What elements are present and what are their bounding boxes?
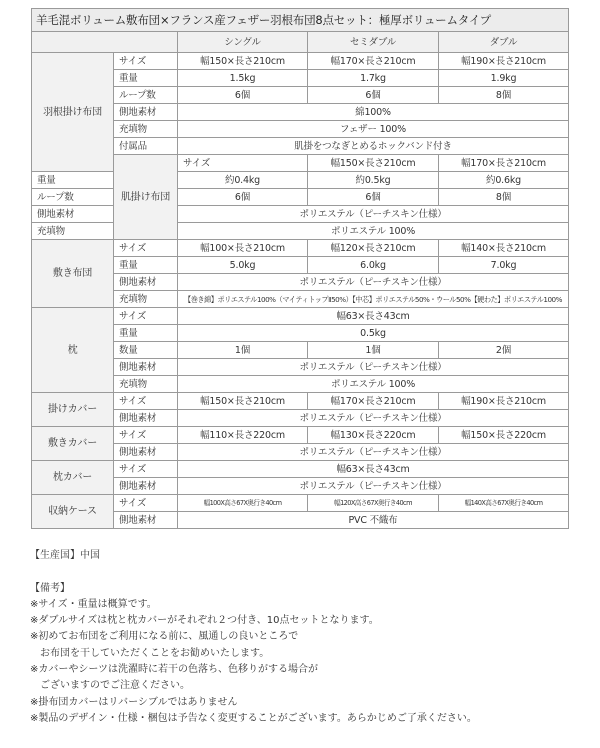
note-line: ※初めてお布団をご利用になる前に、風通しの良いところで [30, 631, 299, 643]
value-cell: 幅150×長さ210cm [178, 53, 308, 70]
attribute-label: 重量 [32, 172, 114, 189]
header-single: シングル [178, 32, 308, 53]
attribute-label: サイズ [114, 308, 178, 325]
note-line: 【生産国】中国 [30, 550, 100, 561]
attribute-label: ループ数 [32, 189, 114, 206]
category-cell: 枕 [32, 308, 114, 393]
attribute-label: 充填物 [32, 223, 114, 240]
table-row [32, 495, 569, 512]
value-cell: 5.0kg [178, 257, 308, 274]
table-row [32, 53, 569, 70]
value-cell-merged: ポリエステル（ピーチスキン仕様） [178, 274, 569, 291]
value-cell-merged: ポリエステル 100% [178, 223, 569, 240]
value-cell: 6個 [308, 87, 439, 104]
value-cell: 約0.5kg [308, 172, 439, 189]
value-cell: 6個 [178, 87, 308, 104]
value-cell: 1.9kg [439, 70, 569, 87]
category-cell: 枕カバー [32, 461, 114, 495]
spec-table [31, 8, 569, 529]
value-cell-merged: ポリエステル（ピーチスキン仕様） [178, 478, 569, 495]
note-line [30, 564, 477, 580]
attribute-label: 充填物 [114, 121, 178, 138]
value-cell: 1個 [178, 342, 308, 359]
table-row [32, 308, 569, 325]
category-cell: 羽根掛け布団 [32, 53, 114, 172]
attribute-label: サイズ [114, 461, 178, 478]
value-cell-merged: ポリエステル（ピーチスキン仕様） [178, 410, 569, 427]
attribute-label: 充填物 [114, 376, 178, 393]
table-row [32, 393, 569, 410]
value-cell-merged: PVC 不織布 [178, 512, 569, 529]
value-cell-merged: 【巻き綿】ポリエステル100%（マイティトップⅡ50%）【中芯】ポリエステル50%・ウール50%【硬わた】ポリエステル100% [178, 291, 569, 308]
category-cell: 敷き布団 [32, 240, 114, 308]
note-line: 【備考】 [30, 582, 70, 594]
value-cell: 幅170×長さ210cm [308, 393, 439, 410]
category-cell: 肌掛け布団 [114, 155, 178, 240]
category-cell: 収納ケース [32, 495, 114, 529]
attribute-label: 側地素材 [114, 104, 178, 121]
value-cell: 2個 [439, 342, 569, 359]
attribute-label: 充填物 [114, 291, 178, 308]
attribute-label: サイズ [114, 427, 178, 444]
attribute-label: 側地素材 [114, 359, 178, 376]
note-line: ※ダブルサイズは枕と枕カバーがそれぞれ２つ付き、10点セットとなります。 [30, 615, 379, 627]
value-cell: 幅170×長さ210cm [439, 155, 569, 172]
note-line: ※製品のデザイン・仕様・梱包は予告なく変更することがございます。あらかじめご了承ください。 [30, 712, 477, 724]
value-cell: 幅170×長さ210cm [308, 53, 439, 70]
value-cell-merged: ポリエステル（ピーチスキン仕様） [178, 359, 569, 376]
value-cell-merged: フェザー 100% [178, 121, 569, 138]
value-cell: 幅130×長さ220cm [308, 427, 439, 444]
attribute-label: 側地素材 [114, 274, 178, 291]
table-row [32, 461, 569, 478]
value-cell: 1.7kg [308, 70, 439, 87]
attribute-label: 数量 [114, 342, 178, 359]
value-cell: 6.0kg [308, 257, 439, 274]
attribute-label: サイズ [114, 53, 178, 70]
note-line: ございますのでご注意ください。 [30, 680, 190, 692]
attribute-label: 側地素材 [114, 478, 178, 495]
value-cell: 幅150×長さ210cm [308, 155, 439, 172]
value-cell-merged: 綿100% [178, 104, 569, 121]
table-title: 羊毛混ボリューム敷布団×フランス産フェザー羽根布団8点セット：極厚ボリュームタイプ [32, 9, 569, 32]
attribute-label: サイズ [114, 495, 178, 512]
attribute-label: サイズ [114, 240, 178, 257]
value-cell: 幅150×長さ210cm [178, 393, 308, 410]
attribute-label: ループ数 [114, 87, 178, 104]
value-cell-merged: ポリエステル（ピーチスキン仕様） [178, 444, 569, 461]
attribute-label: サイズ [114, 393, 178, 410]
attribute-label: サイズ [178, 155, 308, 172]
notes-section [30, 548, 477, 727]
value-cell: 幅190×長さ210cm [439, 53, 569, 70]
table-row [32, 189, 569, 206]
attribute-label: 付属品 [114, 138, 178, 155]
value-cell: 約0.6kg [439, 172, 569, 189]
value-cell: 幅140X高さ67X奥行き40cm [439, 495, 569, 512]
attribute-label: 側地素材 [32, 206, 114, 223]
value-cell-merged: ポリエステル 100% [178, 376, 569, 393]
category-cell: 敷きカバー [32, 427, 114, 461]
value-cell-merged: ポリエステル（ピーチスキン仕様） [178, 206, 569, 223]
attribute-label: 重量 [114, 70, 178, 87]
note-line: お布団を干していただくことをお勧めいたします。 [30, 647, 270, 659]
value-cell-merged: 0.5kg [178, 325, 569, 342]
value-cell: 約0.4kg [178, 172, 308, 189]
value-cell: 幅150×長さ220cm [439, 427, 569, 444]
note-line: ※サイズ・重量は概算です。 [30, 598, 157, 610]
value-cell: 1個 [308, 342, 439, 359]
table-row [32, 206, 569, 223]
table-row [32, 240, 569, 257]
value-cell: 幅100×長さ210cm [178, 240, 308, 257]
attribute-label: 側地素材 [114, 444, 178, 461]
value-cell: 幅120X高さ67X奥行き40cm [308, 495, 439, 512]
value-cell: 幅100X高さ67X奥行き40cm [178, 495, 308, 512]
value-cell-merged: 肌掛をつなぎとめるホックバンド付き [178, 138, 569, 155]
header-blank [32, 32, 178, 53]
note-line: ※カバーやシーツは洗濯時に若干の色落ち、色移りがする場合が [30, 664, 318, 676]
value-cell: 1.5kg [178, 70, 308, 87]
category-cell: 掛けカバー [32, 393, 114, 427]
value-cell: 6個 [178, 189, 308, 206]
value-cell: 8個 [439, 189, 569, 206]
table-row [32, 223, 569, 240]
attribute-label: 側地素材 [114, 410, 178, 427]
attribute-label: 重量 [114, 257, 178, 274]
value-cell: 幅110×長さ220cm [178, 427, 308, 444]
value-cell: 幅140×長さ210cm [439, 240, 569, 257]
value-cell: 幅120×長さ210cm [308, 240, 439, 257]
value-cell-merged: 幅63×長さ43cm [178, 308, 569, 325]
value-cell: 6個 [308, 189, 439, 206]
attribute-label: 重量 [114, 325, 178, 342]
table-row [32, 427, 569, 444]
value-cell: 幅190×長さ210cm [439, 393, 569, 410]
header-semi-double: セミダブル [308, 32, 439, 53]
value-cell-merged: 幅63×長さ43cm [178, 461, 569, 478]
header-double: ダブル [439, 32, 569, 53]
value-cell: 7.0kg [439, 257, 569, 274]
note-line: ※掛布団カバーはリバーシブルではありません [30, 696, 238, 708]
attribute-label: 側地素材 [114, 512, 178, 529]
table-row [32, 172, 569, 189]
value-cell: 8個 [439, 87, 569, 104]
